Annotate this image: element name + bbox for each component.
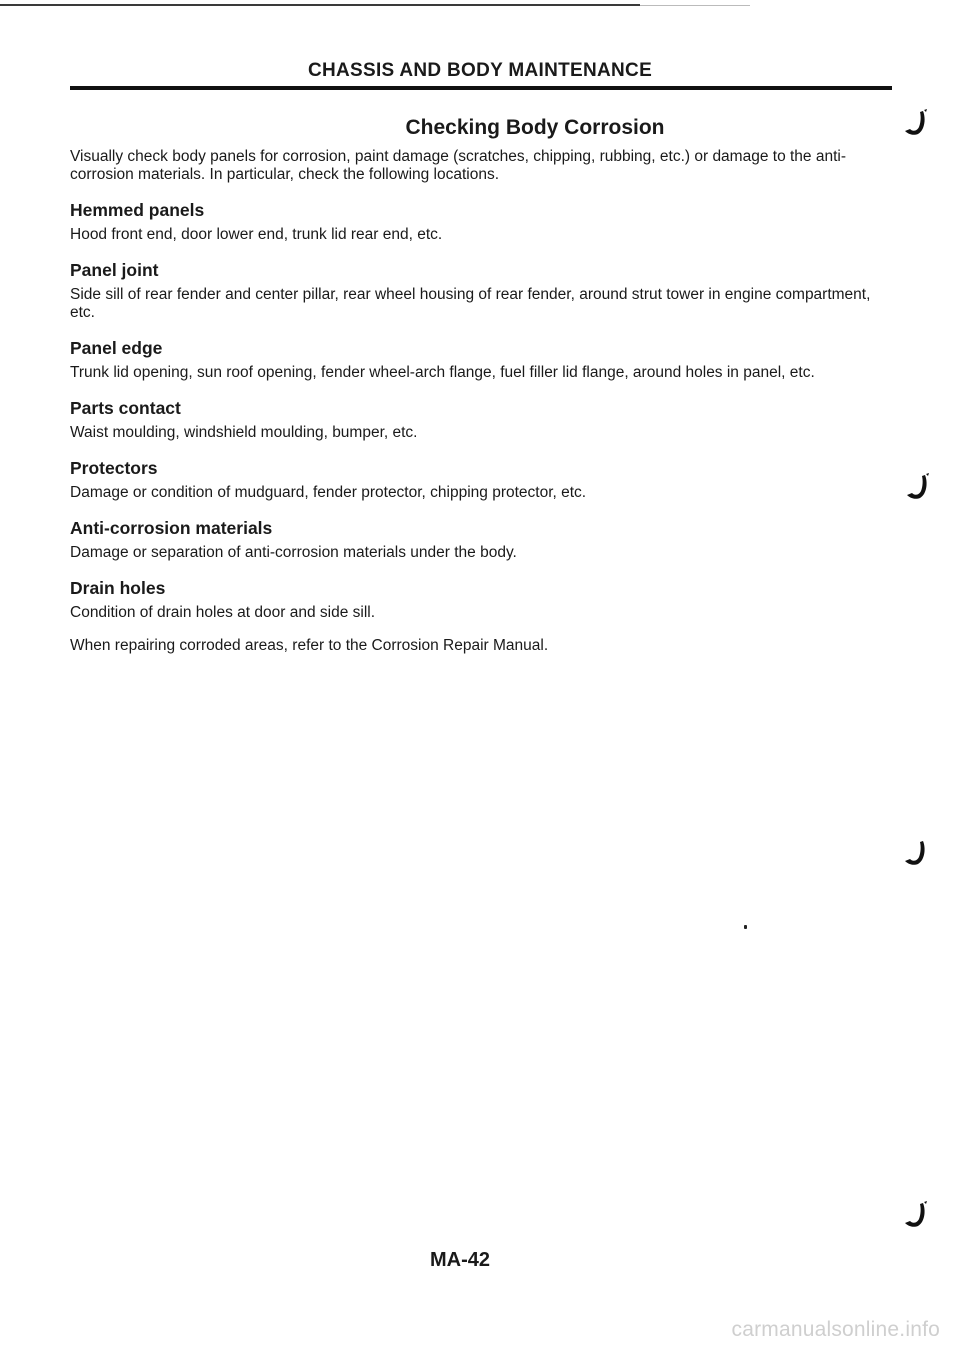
item-body-hemmed-panels: Hood front end, door lower end, trunk lid rear end, etc. xyxy=(70,226,443,243)
item-body-panel-joint: Side sill of rear fender and center pillar, rear wheel housing of rear fender, around strut tower in engine compartment, etc. xyxy=(70,286,871,321)
check-hook-icon xyxy=(902,472,932,504)
item-heading-parts-contact: Parts contact xyxy=(70,398,181,418)
intro-paragraph: Visually check body panels for corrosion, paint damage (scratches, chipping, rubbing, etc.) or damage to the anti-corrosion materials. In particular, check the following locations. xyxy=(70,148,846,183)
page-header-title: CHASSIS AND BODY MAINTENANCE xyxy=(307,60,653,81)
list-item xyxy=(70,199,890,244)
list-item xyxy=(70,259,890,322)
list-item xyxy=(70,337,890,382)
item-heading-panel-edge: Panel edge xyxy=(70,338,163,358)
page-number: MA-42 xyxy=(429,1249,490,1271)
item-body-protectors: Damage or condition of mudguard, fender protector, chipping protector, etc. xyxy=(70,484,587,501)
item-heading-hemmed-panels: Hemmed panels xyxy=(70,200,205,220)
scan-edge-line xyxy=(0,4,640,6)
check-hook-icon xyxy=(900,838,930,870)
section-title: Checking Body Corrosion xyxy=(405,116,665,139)
item-body-drain-holes: Condition of drain holes at door and side sill. xyxy=(70,604,376,621)
item-body-parts-contact: Waist moulding, windshield moulding, bumper, etc. xyxy=(70,424,418,441)
item-body-anti-corrosion: Damage or separation of anti-corrosion materials under the body. xyxy=(70,544,517,561)
item-heading-drain-holes: Drain holes xyxy=(70,578,166,598)
watermark-text: carmanualsonline.info xyxy=(731,1318,940,1341)
document-body xyxy=(70,148,890,655)
check-hook-icon xyxy=(900,108,930,140)
closing-note: When repairing corroded areas, refer to the Corrosion Repair Manual. xyxy=(70,637,549,654)
scan-speck xyxy=(744,925,747,929)
list-item xyxy=(70,397,890,442)
item-heading-anti-corrosion: Anti-corrosion materials xyxy=(70,518,273,538)
list-item xyxy=(70,577,890,622)
scan-edge-line-faint xyxy=(640,5,750,6)
list-item xyxy=(70,457,890,502)
list-item xyxy=(70,517,890,562)
check-hook-icon xyxy=(900,1200,930,1232)
item-heading-protectors: Protectors xyxy=(70,458,158,478)
item-body-panel-edge: Trunk lid opening, sun roof opening, fender wheel-arch flange, fuel filler lid flange, around holes in panel, etc. xyxy=(70,364,815,381)
item-heading-panel-joint: Panel joint xyxy=(70,260,159,280)
header-rule xyxy=(70,86,892,90)
